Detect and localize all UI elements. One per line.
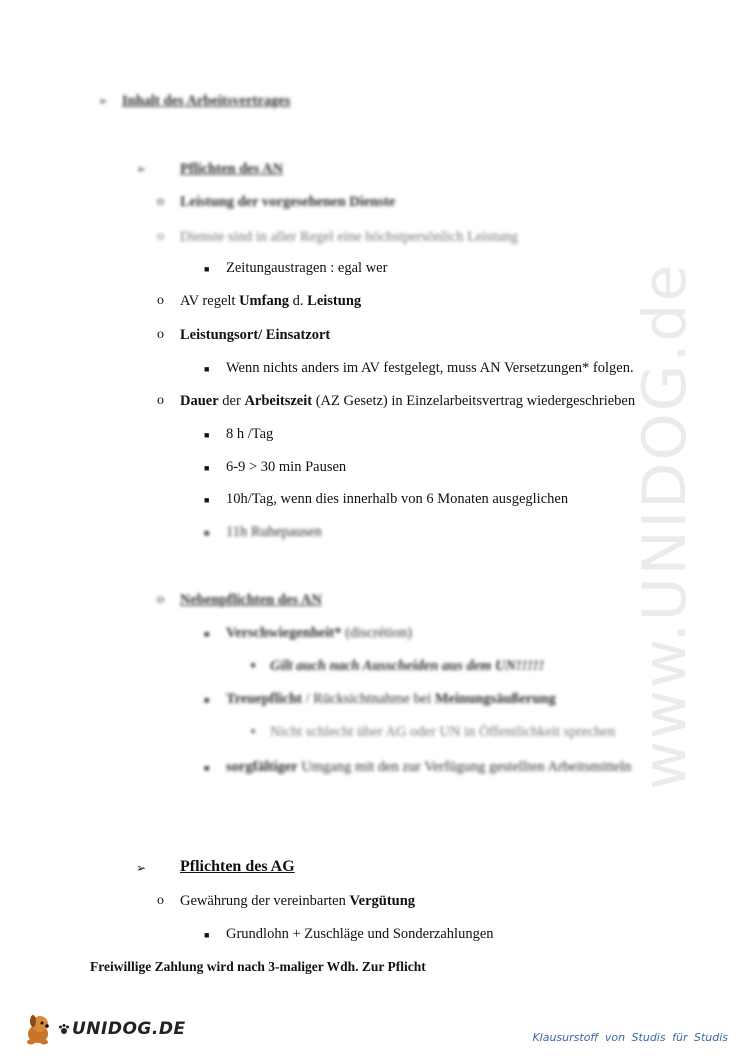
circle-bullet-icon: o: [157, 194, 164, 209]
an-sub-4: 6-9 > 30 min Pausen: [226, 459, 347, 475]
circle-bullet-icon: o: [157, 293, 164, 308]
main-heading: Inhalt des Arbeitsvertrages: [122, 93, 291, 109]
arrow-bullet-icon: ➢: [136, 861, 147, 875]
an-item-2: Dienste sind in aller Regel eine höchstpersönlich Leistung: [180, 229, 518, 245]
an-item-4: Leistungsort/ Einsatzort: [180, 327, 331, 343]
an-sub-5: 10h/Tag, wenn dies innerhalb von 6 Monaten ausgeglichen: [226, 491, 569, 507]
neben-item-3: sorgfältiger Umgang mit den zur Verfügung gestellten Arbeitsmitteln: [226, 759, 632, 775]
square-bullet-icon: ■: [204, 463, 210, 473]
dot-bullet-icon: ●: [250, 726, 257, 737]
square-bullet-icon: ■: [204, 264, 210, 274]
unidog-logo: [22, 1012, 186, 1046]
square-bullet-icon: ■: [204, 495, 210, 505]
circle-bullet-icon: o: [157, 592, 164, 607]
square-bullet-icon: ■: [204, 528, 210, 538]
neben-item-1-sub: Gilt auch nach Ausscheiden aus dem UN!!!!!: [270, 658, 545, 674]
paw-icon: [58, 1023, 70, 1035]
ag-sub-1: Grundlohn + Zuschläge und Sonderzahlungen: [226, 926, 494, 942]
footer-tagline: Klausurstoff von Studis für Studis: [532, 1031, 728, 1044]
circle-bullet-icon: o: [157, 393, 164, 408]
dot-bullet-icon: ●: [250, 660, 257, 671]
an-sub-6: 11h Ruhepausen: [226, 524, 322, 540]
circle-bullet-icon: o: [157, 893, 164, 908]
neben-item-2-sub: Nicht schlecht über AG oder UN in Öffentlichkeit sprechen: [270, 724, 616, 740]
ag-item-1: Gewährung der vereinbarten Vergütung: [180, 893, 416, 909]
arrow-bullet-icon: ➢: [136, 162, 147, 176]
neben-title: Nebenpflichten des AN: [180, 592, 322, 608]
circle-bullet-icon: o: [157, 229, 164, 244]
neben-item-1: Verschwiegenheit* (discrétion): [226, 625, 412, 641]
section-ag-title: Pflichten des AG: [180, 858, 295, 875]
square-bullet-icon: ■: [204, 695, 210, 705]
an-sub-3: 8 h /Tag: [226, 426, 274, 442]
arrow-bullet-icon: ➢: [98, 94, 109, 108]
an-item-1: Leistung der vorgesehenen Dienste: [180, 194, 396, 210]
an-sub-1: Zeitungaustragen : egal wer: [226, 260, 388, 276]
section-an-title: Pflichten des AN: [180, 161, 284, 177]
logo-text: UNIDOG.DE: [72, 1019, 186, 1039]
an-item-3: AV regelt Umfang d. Leistung: [180, 293, 362, 309]
an-item-5: Dauer der Arbeitszeit (AZ Gesetz) in Einzelarbeitsvertrag wiedergeschrieben: [180, 393, 636, 409]
square-bullet-icon: ■: [204, 364, 210, 374]
circle-bullet-icon: o: [157, 327, 164, 342]
square-bullet-icon: ■: [204, 430, 210, 440]
an-sub-2: Wenn nichts anders im AV festgelegt, muss AN Versetzungen* folgen.: [226, 360, 634, 376]
footnote: Freiwillige Zahlung wird nach 3-maliger Wdh. Zur Pflicht: [90, 959, 426, 974]
dog-mascot-icon: [22, 1012, 58, 1046]
square-bullet-icon: ■: [204, 930, 210, 940]
watermark: www.UNIDOG.de: [630, 262, 700, 790]
neben-item-2: Treuepflicht / Rücksichtnahme bei Meinungsäußerung: [226, 691, 556, 707]
square-bullet-icon: ■: [204, 629, 210, 639]
square-bullet-icon: ■: [204, 763, 210, 773]
